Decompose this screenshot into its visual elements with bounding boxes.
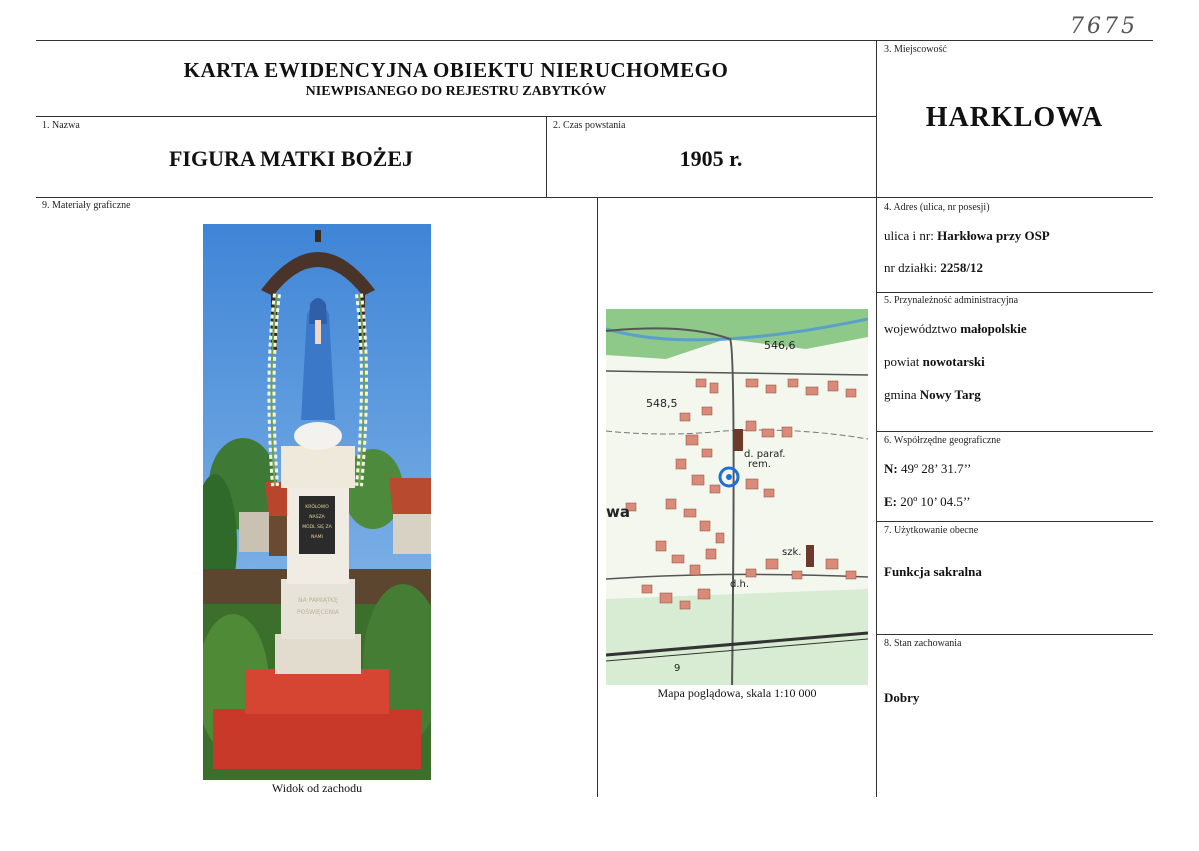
svg-text:MÓDL SIĘ ZA: MÓDL SIĘ ZA [302, 525, 332, 530]
admin-voivodeship-value: małopolskie [960, 321, 1027, 336]
card-subtitle: NIEWPISANEGO DO REJESTRU ZABYTKÓW [305, 84, 607, 99]
admin-commune-value: Nowy Targ [919, 387, 981, 402]
address-plot [884, 260, 983, 276]
admin-commune [884, 387, 981, 403]
coords-label: 6. Współrzędne geograficzne [884, 435, 1001, 446]
divider-photo-map [597, 197, 598, 797]
date-value: 1905 r. [679, 146, 743, 171]
rule-condition-top [876, 634, 1153, 635]
name-label: 1. Nazwa [42, 120, 80, 131]
svg-text:NA PAMIĄTKĘ: NA PAMIĄTKĘ [298, 597, 338, 604]
admin-voivodeship-prefix: województwo [884, 321, 957, 336]
condition-label: 8. Stan zachowania [884, 638, 962, 649]
rule-name-bottom [36, 197, 1153, 198]
condition-value [884, 690, 919, 706]
rule-use-top [876, 521, 1153, 522]
address-label: 4. Adres (ulica, nr posesji) [884, 202, 990, 213]
handwritten-number: 7675 [1070, 14, 1138, 39]
condition-value-text: Dobry [884, 690, 920, 705]
admin-county [884, 354, 985, 370]
admin-label: 5. Przynależność administracyjna [884, 295, 1019, 306]
svg-text:KRÓLOWO: KRÓLOWO [305, 505, 329, 510]
svg-text:POŚWIĘCENIA: POŚWIĘCENIA [297, 609, 339, 616]
admin-voivodeship [884, 321, 1027, 337]
svg-text:NAMI: NAMI [311, 535, 323, 540]
svg-text:9: 9 [674, 663, 681, 674]
rule-coords-top [876, 431, 1153, 432]
address-street [884, 228, 1050, 244]
admin-county-value: nowotarski [922, 354, 985, 369]
admin-commune-prefix: gmina [884, 387, 917, 402]
coords-east-prefix: E: [884, 494, 897, 509]
coords-east-value: 20º 10’ 04.5’’ [900, 494, 971, 509]
date-label: 2. Czas powstania [553, 120, 626, 131]
rule-admin-top [876, 292, 1153, 293]
address-street-value: Harkłowa przy OSP [937, 228, 1050, 243]
shrine-photo [203, 224, 431, 780]
address-plot-value: 2258/12 [940, 260, 983, 275]
address-plot-prefix: nr działki: [884, 260, 938, 275]
rule-top [36, 40, 1153, 41]
address-street-prefix: ulica i nr: [884, 228, 934, 243]
svg-text:546,6: 546,6 [764, 339, 796, 352]
use-value-text: Funkcja sakralna [884, 564, 982, 579]
shrine-photo-illustration [203, 224, 431, 780]
coords-north-value: 49º 28’ 31.7’’ [900, 461, 972, 476]
photo-caption: Widok od zachodu [271, 781, 363, 795]
svg-text:rem.: rem. [748, 459, 771, 470]
svg-text:szk.: szk. [782, 547, 802, 558]
svg-text:NASZA: NASZA [309, 515, 325, 520]
place-value: HARKLOWA [925, 102, 1104, 133]
svg-text:d. paraf.: d. paraf. [744, 449, 786, 460]
coords-east [884, 494, 971, 510]
card-title: KARTA EWIDENCYJNA OBIEKTU NIERUCHOMEGO [183, 58, 729, 82]
svg-text:548,5: 548,5 [646, 397, 678, 410]
use-label: 7. Użytkowanie obecne [884, 525, 979, 536]
graphics-label: 9. Materiały graficzne [42, 200, 131, 211]
use-value [884, 564, 982, 580]
admin-county-prefix: powiat [884, 354, 920, 369]
map-caption: Mapa poglądowa, skala 1:10 000 [657, 686, 817, 700]
name-value: FIGURA MATKI BOŻEJ [168, 146, 414, 171]
svg-text:d.h.: d.h. [730, 579, 750, 590]
place-label: 3. Miejscowość [884, 44, 947, 55]
divider-main-right [876, 40, 877, 797]
svg-text:wa: wa [606, 503, 630, 521]
coords-north [884, 461, 971, 477]
location-map-illustration [606, 309, 868, 685]
coords-north-prefix: N: [884, 461, 898, 476]
rule-title-bottom [36, 116, 876, 117]
location-map [606, 309, 868, 685]
